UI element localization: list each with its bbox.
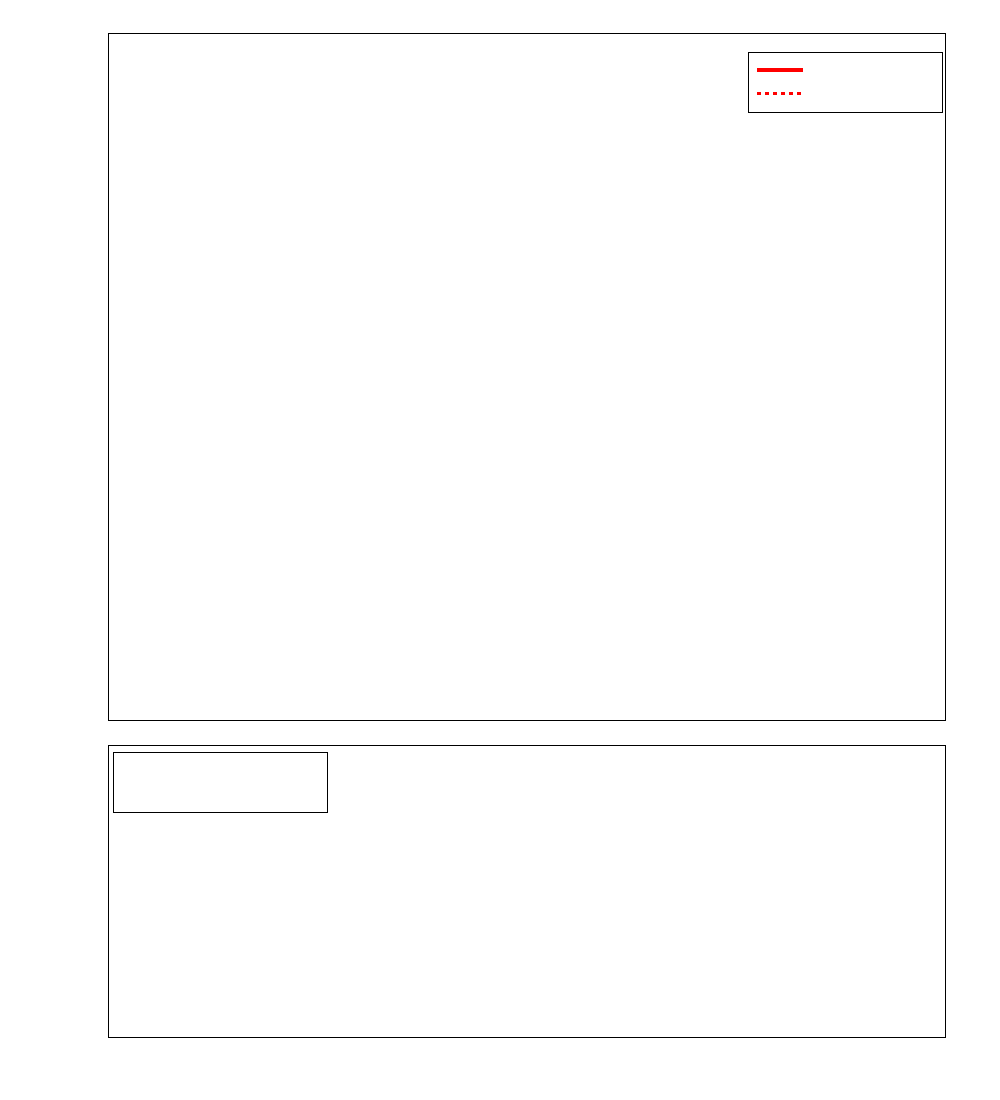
bottom-plot-legend — [113, 752, 328, 813]
legend-item-participation — [757, 58, 934, 82]
legend-item-available-ruptures — [122, 758, 319, 782]
utilized-ruptures-swatch-icon — [126, 787, 137, 801]
top-plot-data — [109, 34, 945, 720]
legend-item-nucleation — [757, 82, 934, 106]
available-ruptures-swatch-icon — [126, 763, 137, 777]
rupture-count-plot — [108, 745, 946, 1038]
dotted-line-icon — [757, 87, 803, 101]
legend-item-utilized-ruptures — [122, 782, 319, 806]
cumulative-rate-plot — [108, 33, 946, 721]
solid-line-icon — [757, 63, 803, 77]
top-plot-legend — [748, 52, 943, 113]
